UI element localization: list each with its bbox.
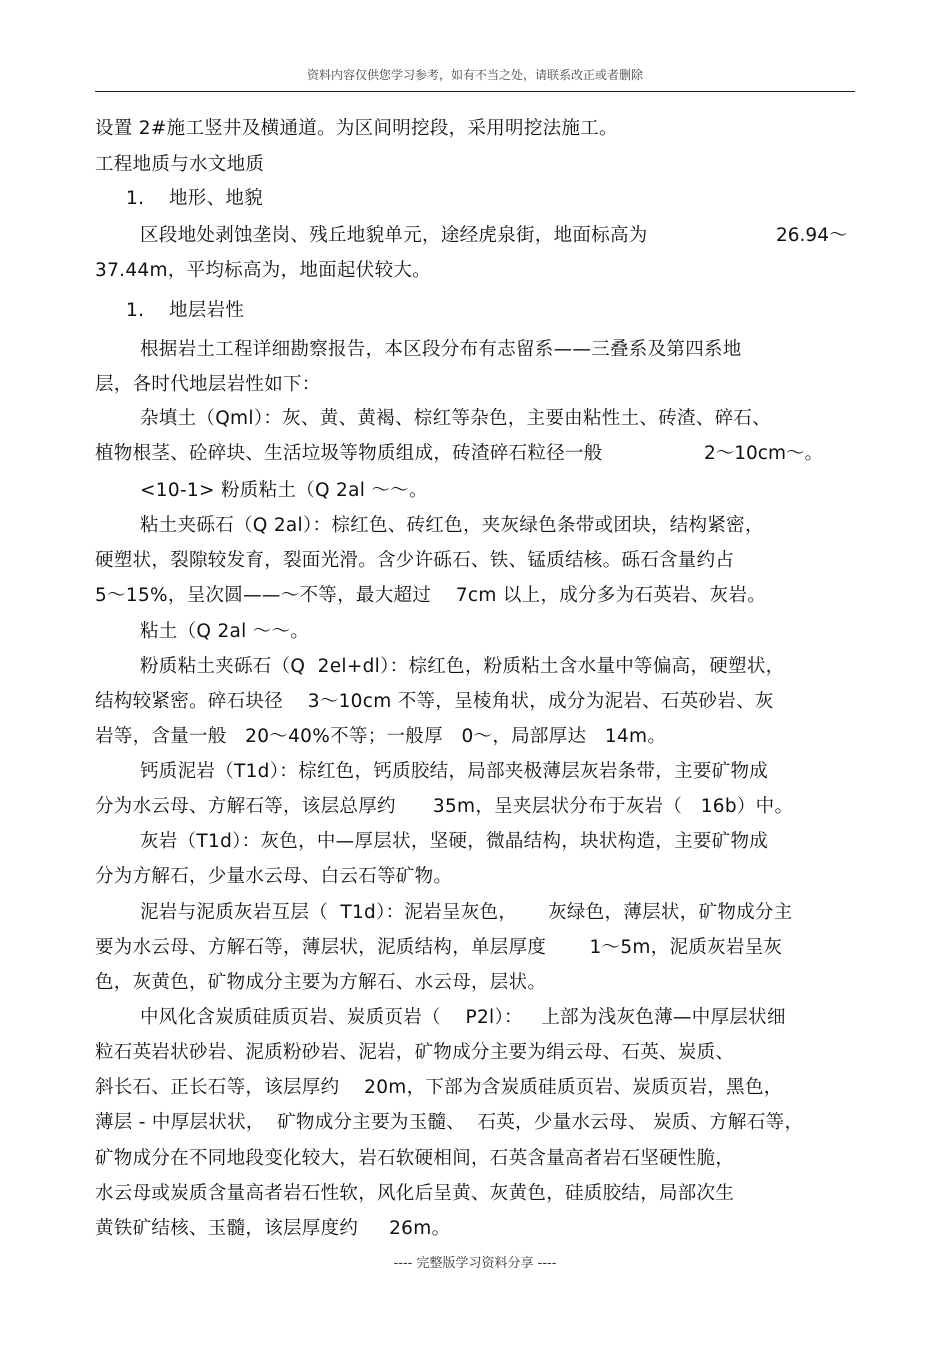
text-line: 要为水云母、方解石等，薄层状，泥质结构，单层厚度 1～5m，泥质灰岩呈灰: [95, 937, 783, 958]
text-line: 粒石英岩状砂岩、泥质粉砂岩、泥岩，矿物成分主要为绢云母、石英、炭质、: [95, 1042, 735, 1063]
text-line: 粘土（Q 2al ～～。: [140, 621, 310, 642]
text-line: 粘土夹砾石（Q 2al）：棕红色、砖红色，夹灰绿色条带或团块，结构紧密，: [140, 515, 764, 536]
text-line: <10-1> 粉质粘土（Q 2al ～～。: [140, 480, 428, 501]
header-rule: [95, 91, 855, 92]
text-line: 设置 2#施工竖井及横通道。为区间明挖段，采用明挖法施工。: [95, 118, 618, 139]
text-line: 37.44m，平均标高为，地面起伏较大。: [95, 260, 431, 281]
text-line: 杂填土（Qml）：灰、黄、黄褐、棕红等杂色，主要由粘性土、砖渣、碎石、: [140, 408, 771, 429]
text-line: 植物根茎、砼碎块、生活垃圾等物质组成，砖渣碎石粒径一般: [95, 443, 603, 464]
text-line: 色，灰黄色，矿物成分主要为方解石、水云母，层状。: [95, 972, 547, 993]
text-fragment: 2～10cm～。: [704, 443, 824, 464]
page-header: 资料内容仅供您学习参考，如有不当之处，请联系改正或者删除: [306, 68, 643, 82]
text-line: 岩等，含量一般 20～40%不等；一般厚 0～，局部厚达 14m。: [95, 726, 667, 747]
text-line: 中风化含炭质硅质页岩、炭质页岩（ P2l）： 上部为浅灰色薄—中厚层状细: [140, 1007, 786, 1028]
text-line: 区段地处剥蚀垄岗、残丘地貌单元，途经虎泉街，地面标高为: [140, 225, 648, 246]
text-line: 灰岩（T1d）：灰色，中—厚层状，坚硬，微晶结构，块状构造，主要矿物成: [140, 831, 769, 852]
text-line: 分为水云母、方解石等，该层总厚约 35m，呈夹层状分布于灰岩（ 16b）中。: [95, 796, 794, 817]
text-line: 粉质粘土夹砾石（Q 2el+dl）：棕红色，粉质粘土含水量中等偏高，硬塑状，: [140, 656, 785, 677]
text-line: 斜长石、正长石等，该层厚约 20m，下部为含炭质硅质页岩、炭质页岩，黑色，: [95, 1077, 783, 1098]
text-line: 泥岩与泥质灰岩互层（ T1d）：泥岩呈灰色， 灰绿色，薄层状，矿物成分主: [140, 902, 793, 923]
text-fragment: 26.94～: [776, 225, 848, 246]
text-line: 层，各时代地层岩性如下：: [95, 374, 321, 395]
text-line: 薄层 - 中厚层状状， 矿物成分主要为玉髓、 石英，少量水云母、 炭质、方解石等，: [95, 1112, 804, 1133]
text-line: 根据岩土工程详细勘察报告，本区段分布有志留系——三叠系及第四系地: [140, 339, 742, 360]
text-line: 钙质泥岩（T1d）：棕红色，钙质胶结，局部夹极薄层灰岩条带，主要矿物成: [140, 761, 769, 782]
text-line: 5～15%，呈次圆——～不等，最大超过 7cm 以上，成分多为石英岩、灰岩。: [95, 585, 767, 606]
text-line: 黄铁矿结核、玉髓，该层厚度约 26m。: [95, 1218, 451, 1239]
text-line: 矿物成分在不同地段变化较大，岩石软硬相间，石英含量高者岩石坚硬性脆，: [95, 1148, 735, 1169]
text-line: 分为方解石，少量水云母、白云石等矿物。: [95, 866, 453, 887]
subsection-heading: 1. 地形、地貌: [126, 188, 263, 209]
text-line: 结构较紧密。碎石块径 3～10cm 不等，呈棱角状，成分为泥岩、石英砂岩、灰: [95, 691, 774, 712]
text-line: 硬塑状，裂隙较发育，裂面光滑。含少许砾石、铁、锰质结核。砾石含量约占: [95, 550, 735, 571]
subsection-heading: 1. 地层岩性: [126, 300, 245, 321]
text-line: 水云母或炭质含量高者岩石性软，风化后呈黄、灰黄色，硅质胶结，局部次生: [95, 1183, 735, 1204]
page-footer: ---- 完整版学习资料分享 ----: [393, 1256, 557, 1271]
section-heading: 工程地质与水文地质: [95, 154, 265, 175]
